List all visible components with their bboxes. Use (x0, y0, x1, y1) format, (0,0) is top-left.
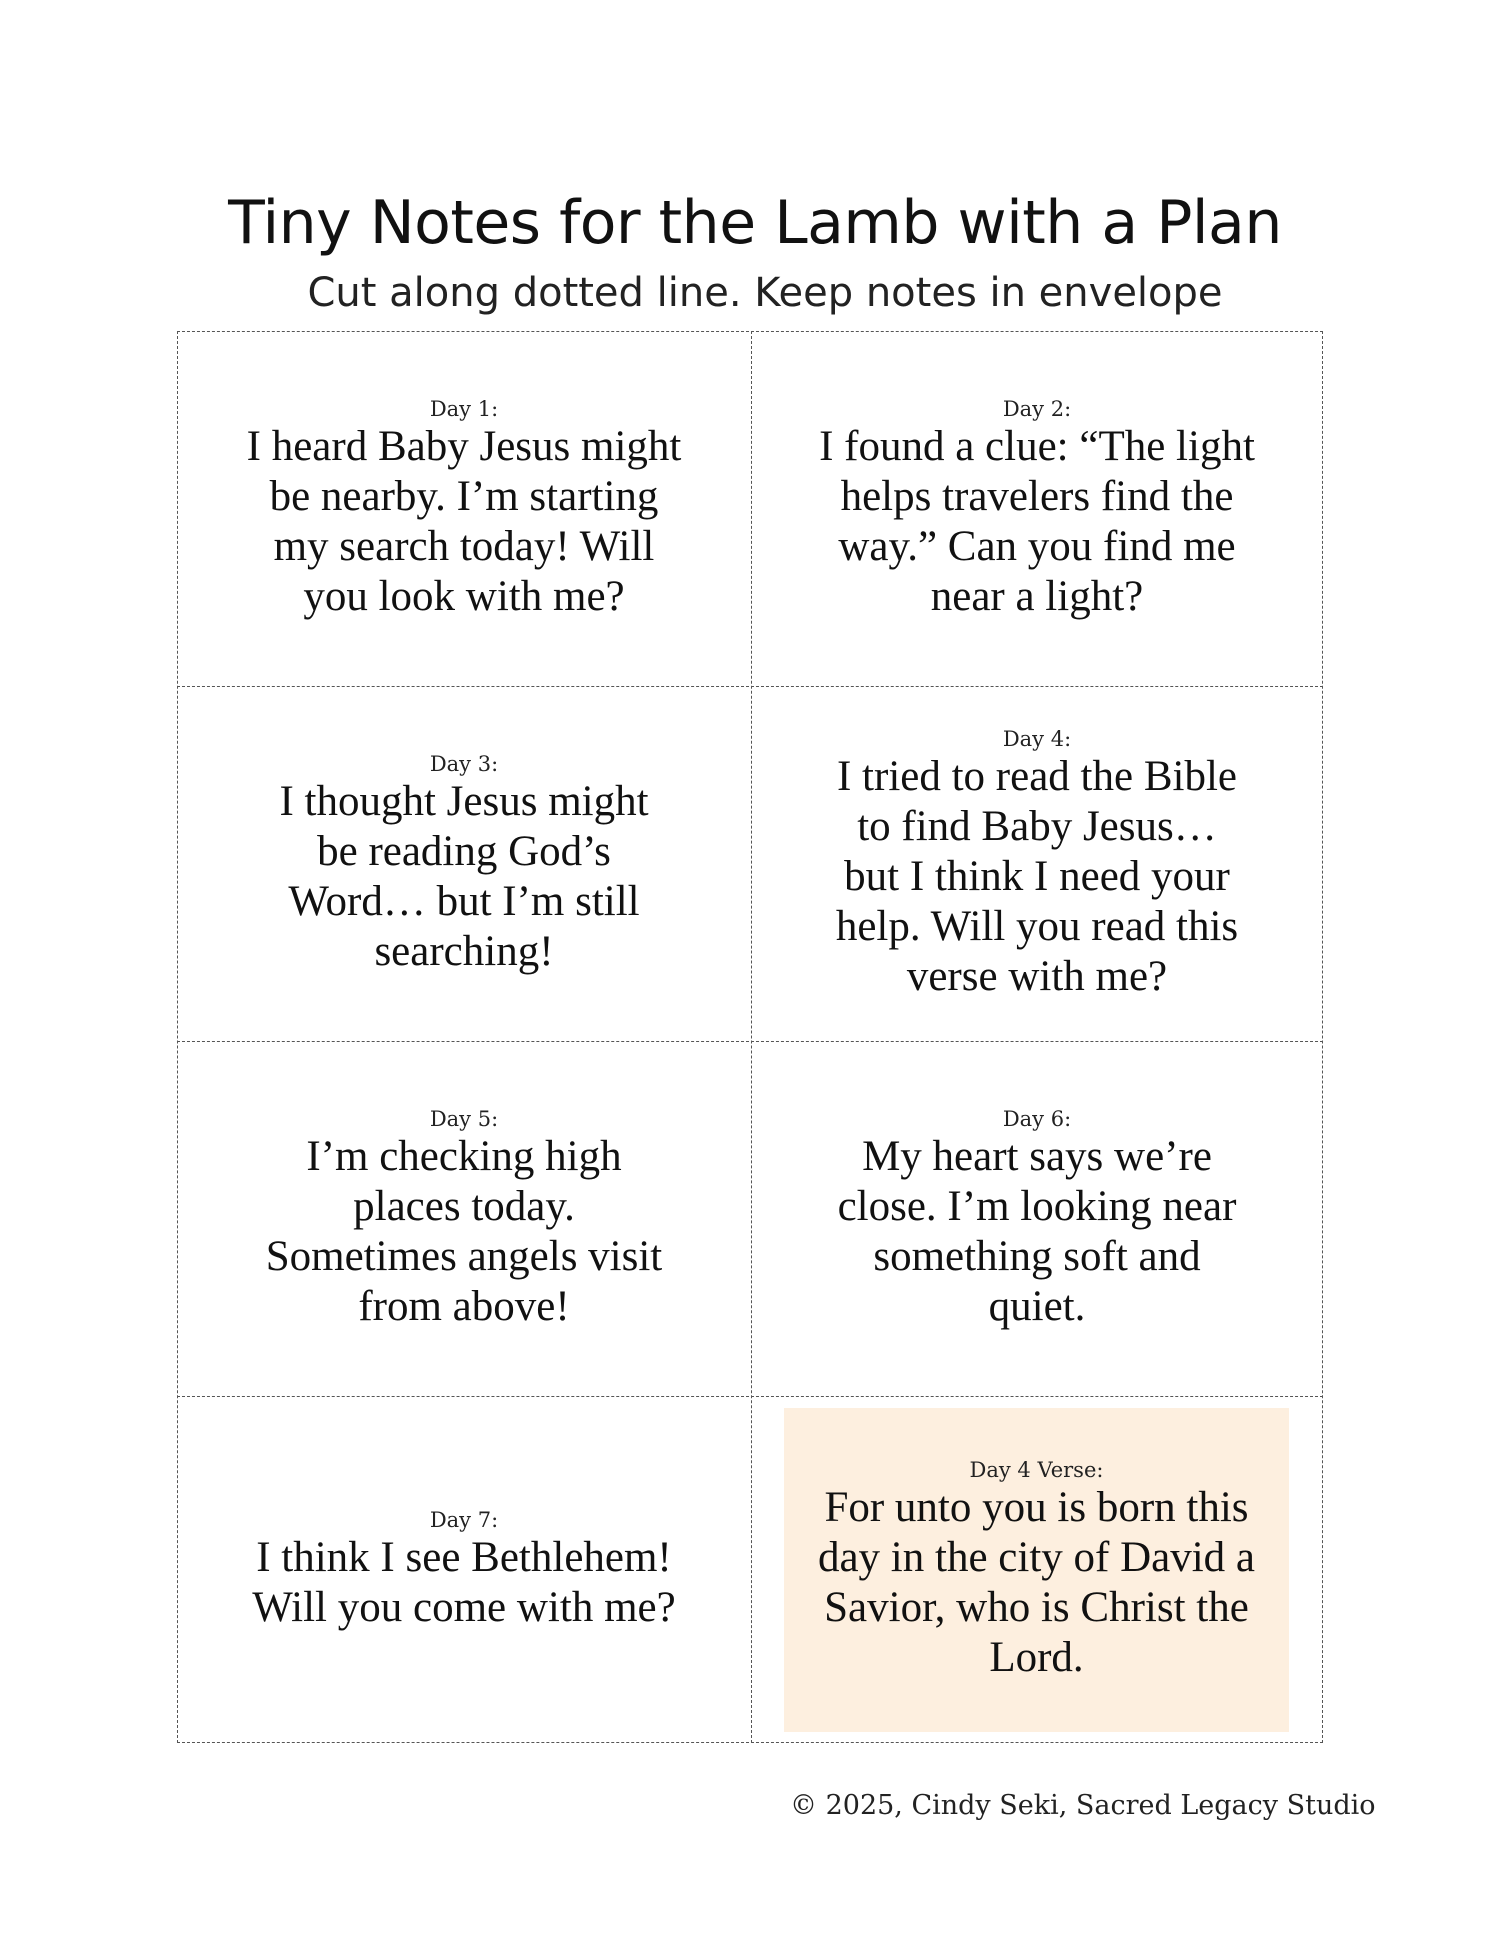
note-day-label: Day 4 Verse: (969, 1458, 1104, 1482)
note-day-label: Day 2: (1002, 396, 1072, 421)
note-text: My heart says we’re close. I’m looking near something soft and quiet. (837, 1132, 1237, 1330)
note-text: I heard Baby Jesus might be nearby. I’m starting my search today! Will you look with me? (246, 422, 682, 620)
note-text: I’m checking high places today. Sometimes angels visit from above! (265, 1132, 663, 1330)
note-day-label: Day 6: (1002, 1106, 1072, 1131)
note-text: I thought Jesus might be reading God’s Word… but I’m still searching! (279, 777, 649, 975)
note-card-day-4 (751, 686, 1323, 1041)
note-text: I tried to read the Bible to find Baby Jesus… but I think I need your help. Will you read this verse with me? (835, 752, 1239, 1000)
note-card-day-4-verse (784, 1408, 1289, 1732)
page-title: Tiny Notes for the Lamb with a Plan (228, 188, 1282, 258)
note-card-day-5 (177, 1041, 751, 1396)
note-card-day-3 (177, 686, 751, 1041)
note-text: I found a clue: “The light helps travelers find the way.” Can you find me near a light? (819, 422, 1255, 620)
note-card-day-7 (177, 1396, 751, 1743)
note-day-label: Day 7: (429, 1507, 499, 1532)
note-text: For unto you is born this day in the city of David a Savior, who is Christ the Lord. (817, 1484, 1256, 1681)
note-day-label: Day 3: (429, 751, 499, 776)
note-day-label: Day 1: (429, 396, 499, 421)
note-text: I think I see Bethlehem! Will you come with me? (252, 1533, 676, 1631)
note-day-label: Day 5: (429, 1106, 499, 1131)
note-day-label: Day 4: (1002, 726, 1072, 751)
note-card-day-6 (751, 1041, 1323, 1396)
note-card-day-1 (177, 331, 751, 686)
copyright-footer: © 2025, Cindy Seki, Sacred Legacy Studio (790, 1790, 1376, 1821)
page-subtitle: Cut along dotted line. Keep notes in envelope (307, 270, 1223, 316)
note-card-day-2 (751, 331, 1323, 686)
